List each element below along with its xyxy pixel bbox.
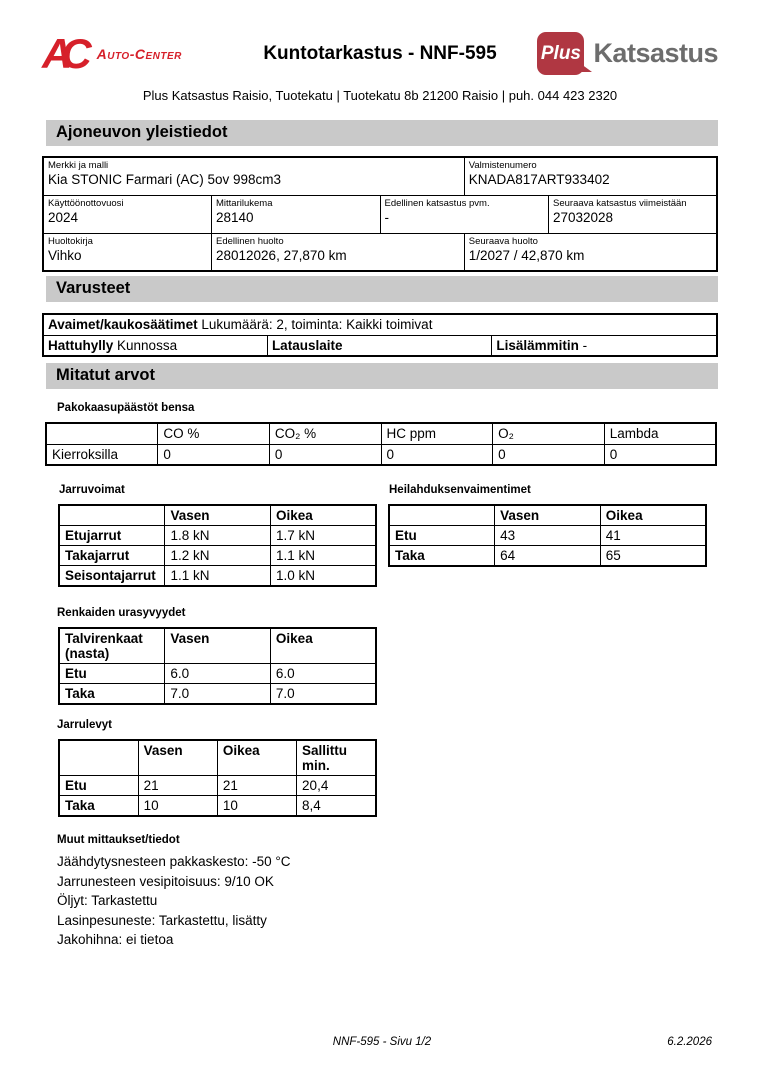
table-header-cell: Lambda	[604, 423, 716, 444]
table-cell: 6.0	[270, 664, 376, 684]
table-cell: 0	[493, 444, 605, 465]
table-header-cell: Oikea	[270, 505, 376, 526]
plus-katsastus-text: Katsastus	[593, 38, 718, 68]
table-row	[59, 546, 376, 566]
table-header-cell: Oikea	[270, 628, 376, 664]
shock-absorbers-table	[388, 504, 707, 567]
shock-absorbers-block	[388, 484, 707, 587]
table-row	[389, 526, 706, 546]
table-header-cell: Oikea	[600, 505, 706, 526]
table-row	[59, 796, 376, 817]
table-header-cell: Vasen	[165, 628, 271, 664]
field-value: Kunnossa	[117, 337, 178, 353]
field-label: Edellinen huolto	[216, 235, 284, 247]
table-cell: 10	[217, 796, 296, 817]
row-label: Taka	[59, 796, 138, 817]
table-cell	[212, 195, 381, 233]
table-row	[46, 444, 716, 465]
equipment-table	[42, 313, 718, 357]
table-cell: 0	[381, 444, 493, 465]
measurement-line: Lasinpesuneste: Tarkastettu, lisätty	[57, 912, 267, 928]
table-cell: 21	[217, 776, 296, 796]
table-cell: 6.0	[165, 664, 271, 684]
table-header-cell: Sallittu min.	[297, 740, 376, 776]
table-cell	[464, 157, 717, 195]
field-value: Vihko	[48, 247, 82, 263]
plus-badge-tail	[577, 61, 592, 72]
table-cell	[380, 195, 549, 233]
row-label: Etu	[59, 664, 165, 684]
table-cell	[464, 233, 717, 271]
table-header-cell: CO %	[158, 423, 270, 444]
row-label: Seisontajarrut	[59, 566, 165, 587]
table-cell	[492, 335, 717, 356]
table-row	[59, 628, 376, 664]
table-cell	[43, 335, 267, 356]
field-value: 2024	[48, 209, 79, 225]
shock-absorbers-subtitle: Heilahduksenvaimentimet	[389, 484, 531, 496]
field-label: Käyttöönottovuosi	[48, 197, 124, 209]
field-value: Lukumäärä: 2, toiminta: Kaikki toimivat	[201, 317, 433, 332]
table-row	[43, 335, 717, 356]
table-cell	[43, 314, 717, 335]
tyre-depths-table	[58, 627, 377, 705]
table-cell: 1.7 kN	[270, 526, 376, 546]
table-cell: 41	[600, 526, 706, 546]
table-header-cell: Oikea	[217, 740, 296, 776]
field-value: 27032028	[553, 209, 614, 225]
field-label: Hattuhylly	[48, 337, 114, 353]
emissions-table	[45, 422, 717, 466]
table-cell: 1.0 kN	[270, 566, 376, 587]
table-cell: 10	[138, 796, 217, 817]
measurement-line: Jakohihna: ei tietoa	[57, 932, 174, 947]
table-row	[59, 740, 376, 776]
table-cell: 0	[269, 444, 381, 465]
table-header-cell: CO₂ %	[269, 423, 381, 444]
table-row	[43, 233, 717, 271]
field-label: Avaimet/kaukosäätimet	[48, 317, 198, 332]
table-cell	[549, 195, 718, 233]
field-label: Merkki ja malli	[48, 160, 109, 171]
table-cell: 0	[604, 444, 716, 465]
brake-forces-block	[58, 484, 377, 587]
table-header-cell: HC ppm	[381, 423, 493, 444]
field-label: Mittarilukema	[216, 197, 273, 209]
field-value: 1/2027 / 42,870 km	[468, 247, 585, 263]
measurement-line: Jäähdytysnesteen pakkaskesto: -50 °C	[57, 854, 291, 869]
table-cell: 0	[158, 444, 270, 465]
field-label: Seuraava huolto	[468, 235, 538, 247]
field-value: 28012026, 27,870 km	[216, 247, 347, 263]
field-label: Huoltokirja	[48, 235, 93, 247]
table-header-cell	[59, 505, 165, 526]
field-label: Lisälämmitin	[496, 337, 579, 353]
table-cell	[212, 233, 465, 271]
table-cell: 1.1 kN	[270, 546, 376, 566]
tyre-depths-subtitle: Renkaiden urasyvyydet	[57, 607, 186, 619]
table-cell: 43	[495, 526, 601, 546]
table-cell: 8,4	[297, 796, 376, 817]
table-cell: 1.8 kN	[165, 526, 271, 546]
table-cell	[43, 157, 464, 195]
field-label: Valmistenumero	[468, 160, 537, 171]
station-address: Plus Katsastus Raisio, Tuotekatu | Tuotekatu 8b 21200 Raisio | puh. 044 423 2320	[142, 88, 618, 103]
auto-center-logo-mark: AC	[42, 29, 81, 77]
row-label: Taka	[389, 546, 495, 567]
field-value: KNADA817ART933402	[468, 172, 610, 187]
table-header-cell: Vasen	[138, 740, 217, 776]
page-title: Kuntotarkastus - NNF-595	[263, 42, 497, 64]
table-row	[59, 526, 376, 546]
row-label: Etujarrut	[59, 526, 165, 546]
table-row	[43, 157, 717, 195]
field-value: Kia STONIC Farmari (AC) 5ov 998cm3	[48, 172, 282, 187]
brake-forces-table	[58, 504, 377, 587]
section-header-vehicle-info: Ajoneuvon yleistiedot	[46, 120, 718, 146]
table-cell: 65	[600, 546, 706, 567]
brakes-and-dampers-block	[58, 484, 718, 587]
field-label: Edellinen katsastus pvm.	[384, 197, 490, 209]
table-cell: 1.2 kN	[165, 546, 271, 566]
table-row	[46, 423, 716, 444]
table-row	[389, 505, 706, 526]
table-cell	[43, 233, 212, 271]
field-label: Seuraava katsastus viimeistään	[553, 197, 687, 209]
table-row	[59, 664, 376, 684]
vehicle-info-table	[42, 156, 718, 272]
brake-discs-table	[58, 739, 377, 817]
measurement-line: Öljyt: Tarkastettu	[57, 893, 158, 908]
table-cell: 21	[138, 776, 217, 796]
row-label: Takajarrut	[59, 546, 165, 566]
table-cell	[43, 195, 212, 233]
other-measurements-text	[57, 852, 718, 950]
emissions-subtitle: Pakokaasupäästöt bensa	[57, 402, 195, 414]
table-row	[59, 684, 376, 705]
table-cell: 1.1 kN	[165, 566, 271, 587]
section-header-equipment: Varusteet	[46, 276, 718, 302]
table-row	[43, 314, 717, 335]
footer-page-number: NNF-595 - Sivu 1/2	[332, 1036, 432, 1048]
table-cell: 7.0	[165, 684, 271, 705]
footer-date: 6.2.2026	[667, 1036, 712, 1048]
section-header-measured-values: Mitatut arvot	[46, 363, 718, 389]
field-value: -	[582, 337, 588, 353]
table-row	[59, 566, 376, 587]
row-label: Etu	[59, 776, 138, 796]
table-cell	[267, 335, 491, 356]
table-header-cell: Talvirenkaat (nasta)	[59, 628, 165, 664]
report-page	[42, 0, 718, 950]
plus-badge-text: Plus	[540, 42, 581, 64]
report-header	[42, 0, 718, 75]
table-header-cell: Vasen	[495, 505, 601, 526]
table-row	[59, 505, 376, 526]
table-row	[59, 776, 376, 796]
auto-center-logo	[42, 29, 242, 77]
row-label: Kierroksilla	[46, 444, 158, 465]
table-header-cell: O₂	[493, 423, 605, 444]
row-label: Etu	[389, 526, 495, 546]
field-value: 28140	[216, 209, 254, 225]
table-cell: 64	[495, 546, 601, 567]
table-header-cell	[46, 423, 158, 444]
table-cell: 7.0	[270, 684, 376, 705]
table-header-cell	[389, 505, 495, 526]
auto-center-logo-text: Auto-Center	[96, 45, 182, 62]
table-row	[43, 195, 717, 233]
table-header-cell	[59, 740, 138, 776]
row-label: Taka	[59, 684, 165, 705]
table-header-cell: Vasen	[165, 505, 271, 526]
plus-katsastus-logo	[518, 32, 718, 75]
table-cell: 20,4	[297, 776, 376, 796]
brake-forces-subtitle: Jarruvoimat	[59, 484, 125, 496]
measurement-line: Jarrunesteen vesipitoisuus: 9/10 OK	[57, 873, 274, 889]
other-measurements-subtitle: Muut mittaukset/tiedot	[57, 834, 180, 846]
field-label: Latauslaite	[271, 337, 343, 353]
field-value: -	[384, 209, 389, 225]
plus-badge-icon	[537, 32, 584, 75]
brake-discs-subtitle: Jarrulevyt	[57, 719, 112, 731]
table-row	[389, 546, 706, 567]
